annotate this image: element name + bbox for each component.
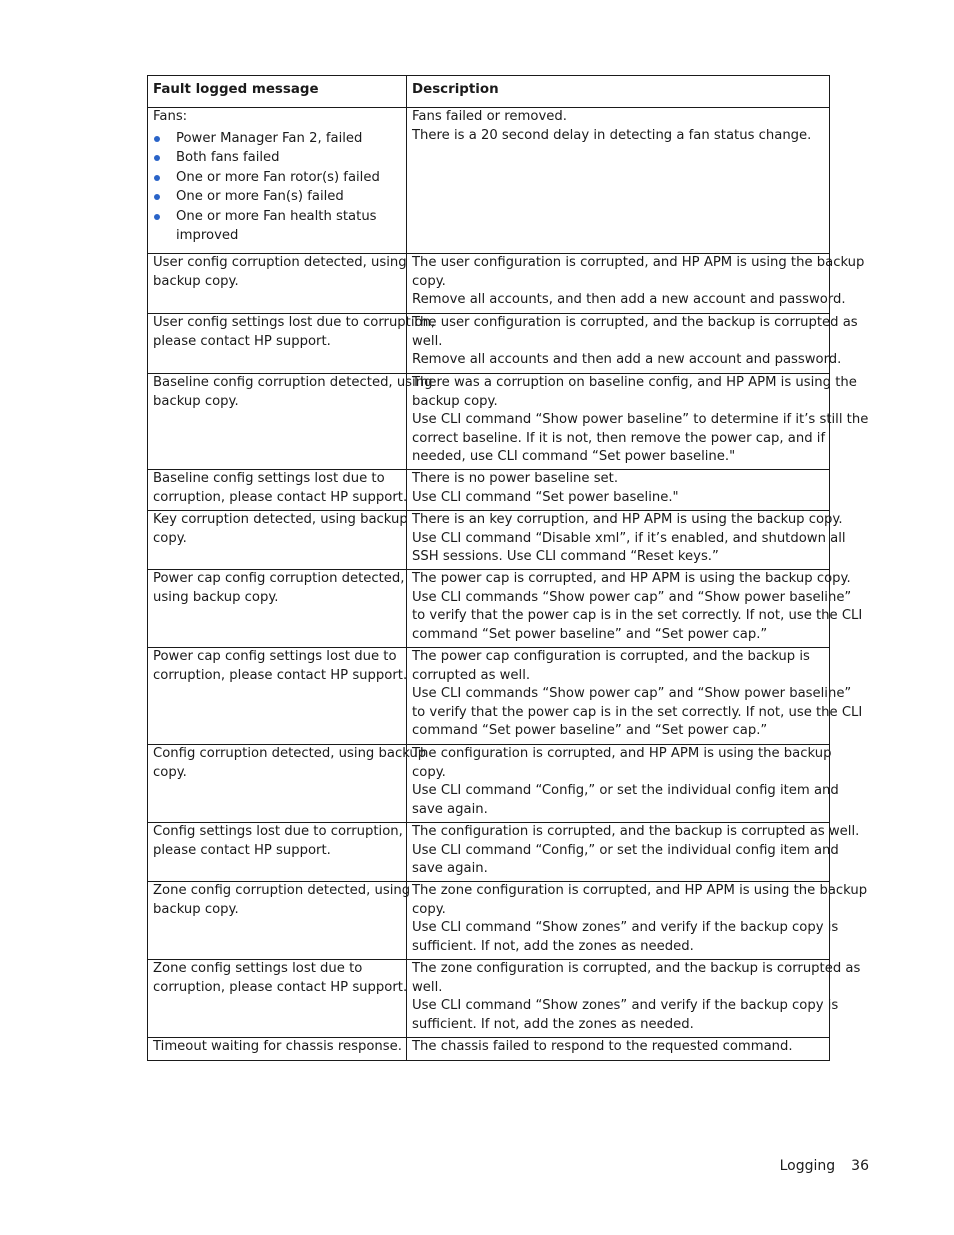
table-header-row <box>148 76 830 108</box>
fault-message-text: corruption, please contact HP support. <box>153 667 408 683</box>
description-text: Use CLI command “Show zones” and verify if the backup copy is <box>412 920 839 935</box>
description-cell <box>407 882 868 960</box>
list-item-text: Power Manager Fan 2, failed <box>176 130 363 146</box>
description-text: backup copy. <box>412 393 498 409</box>
fault-message-cell <box>148 745 427 823</box>
description-text: save again. <box>412 801 488 817</box>
bullet-icon <box>154 136 160 142</box>
description-text: The zone configuration is corrupted, and the backup is corrupted as <box>412 961 861 976</box>
fault-message-cell <box>148 470 407 511</box>
table-row <box>148 1038 830 1061</box>
fault-message-cell <box>148 823 407 882</box>
fault-message-text: backup copy. <box>153 901 239 917</box>
description-cell <box>407 570 863 648</box>
description-cell <box>407 254 865 314</box>
fault-message-text: Fans: <box>153 109 188 124</box>
fault-message-text: Config settings lost due to corruption, <box>153 824 403 839</box>
description-text: The user configuration is corrupted, and the backup is corrupted as <box>412 315 858 330</box>
fault-message-text: User config settings lost due to corruption, <box>153 315 436 330</box>
description-text: correct baseline. If it is not, then remove the power cap, and if <box>412 430 826 446</box>
fault-message-text: User config corruption detected, using <box>153 255 407 270</box>
description-text: Use CLI command “Show power baseline” to determine if it’s still the <box>412 412 869 427</box>
fault-message-cell <box>148 882 411 960</box>
page-footer <box>780 1158 869 1174</box>
list-item <box>153 148 402 168</box>
description-text: command “Set power baseline” and “Set power cap.” <box>412 626 768 642</box>
fault-message-cell <box>148 648 407 745</box>
description-text: well. <box>412 979 443 995</box>
fault-message-text: Zone config corruption detected, using <box>153 883 411 898</box>
fault-message-text: backup copy. <box>153 273 239 289</box>
fault-message-text: backup copy. <box>153 393 239 409</box>
footer-section-name: Logging <box>779 1158 836 1174</box>
description-text: Use CLI commands “Show power cap” and “Show power baseline” <box>412 686 852 701</box>
fault-message-cell <box>148 960 407 1038</box>
description-text: command “Set power baseline” and “Set power cap.” <box>412 723 768 738</box>
description-text: The power cap is corrupted, and HP APM is using the backup copy. <box>412 571 851 586</box>
fault-message-text: Key corruption detected, using backup <box>153 512 408 527</box>
list-item-text: Both fans failed <box>176 150 280 165</box>
fault-message-cell <box>148 570 407 648</box>
description-text: There is a 20 second delay in detecting a fan status change. <box>412 127 812 143</box>
table-row <box>148 823 830 882</box>
description-text: to verify that the power cap is in the set correctly. If not, use the CLI <box>412 704 863 720</box>
description-text: corrupted as well. <box>412 667 531 683</box>
fault-message-text: Zone config settings lost due to <box>153 961 363 976</box>
fault-message-text: Power cap config corruption detected, <box>153 571 405 586</box>
description-cell <box>407 108 830 254</box>
description-text: There is no power baseline set. <box>412 471 619 486</box>
description-text: sufficient. If not, add the zones as needed. <box>412 938 694 954</box>
table-row <box>148 960 830 1038</box>
description-text: Remove all accounts and then add a new account and password. <box>412 352 842 367</box>
description-text: The configuration is corrupted, and HP APM is using the backup <box>412 746 832 761</box>
bullet-icon <box>154 194 160 200</box>
list-item-text: One or more Fan(s) failed <box>176 189 344 204</box>
description-cell <box>407 1038 830 1061</box>
bullet-icon <box>154 175 160 181</box>
fault-message-cell <box>148 1038 407 1061</box>
description-cell <box>407 374 869 470</box>
description-text: well. <box>412 333 443 349</box>
fault-log-table <box>147 75 869 1061</box>
list-item <box>153 129 402 149</box>
description-text: The configuration is corrupted, and the backup is corrupted as well. <box>412 824 860 839</box>
description-cell <box>407 648 863 745</box>
fault-message-text: copy. <box>153 530 187 546</box>
fault-message-text: please contact HP support. <box>153 333 331 349</box>
table-row <box>148 374 830 470</box>
bullet-icon <box>154 155 160 161</box>
description-cell <box>407 745 839 823</box>
fault-message-text: Baseline config settings lost due to <box>153 471 385 486</box>
bullet-icon <box>154 214 160 220</box>
table-row <box>148 648 830 745</box>
table-body <box>148 108 869 1061</box>
fault-message-cell <box>148 254 407 314</box>
fault-message-text: corruption, please contact HP support. <box>153 979 408 995</box>
list-item-text: improved <box>176 228 239 243</box>
fault-message-text: Config corruption detected, using backup <box>153 746 427 761</box>
list-item-text: One or more Fan rotor(s) failed <box>176 169 380 185</box>
table-row <box>148 470 830 511</box>
fault-message-text: Power cap config settings lost due to <box>153 649 397 664</box>
description-text: sufficient. If not, add the zones as needed. <box>412 1016 694 1032</box>
description-text: The chassis failed to respond to the requested command. <box>412 1039 793 1054</box>
fault-bullet-list <box>153 129 402 246</box>
fault-message-text: corruption, please contact HP support. <box>153 489 408 505</box>
column-header-message: Fault logged message <box>148 76 407 108</box>
description-text: The power cap configuration is corrupted, and the backup is <box>412 649 810 664</box>
description-text: copy. <box>412 901 446 917</box>
table-row <box>148 882 830 960</box>
fault-message-cell <box>148 511 407 570</box>
description-text: needed, use CLI command “Set power baseline." <box>412 449 736 464</box>
fault-message-cell <box>148 108 407 254</box>
fault-message-text: Timeout waiting for chassis response. <box>153 1039 402 1054</box>
description-text: copy. <box>412 273 446 289</box>
description-text: Use CLI command “Set power baseline." <box>412 489 679 505</box>
description-cell <box>407 960 861 1038</box>
description-text: copy. <box>412 764 446 780</box>
description-text: Remove all accounts, and then add a new account and password. <box>412 292 846 307</box>
description-text: Use CLI command “Config,” or set the individual config item and <box>412 783 839 798</box>
description-cell <box>407 511 846 570</box>
table-row <box>148 108 830 254</box>
list-item <box>153 187 402 207</box>
description-text: Use CLI command “Config,” or set the individual config item and <box>412 842 839 858</box>
table-row <box>148 254 830 314</box>
description-text: Use CLI commands “Show power cap” and “Show power baseline” <box>412 589 852 605</box>
fault-message-text: please contact HP support. <box>153 842 331 858</box>
list-item <box>153 168 402 188</box>
list-item-text: One or more Fan health status <box>176 208 377 224</box>
description-text: The zone configuration is corrupted, and HP APM is using the backup <box>412 883 868 898</box>
table-row <box>148 745 830 823</box>
table-row <box>148 570 830 648</box>
description-cell <box>407 823 860 882</box>
description-text: save again. <box>412 861 488 876</box>
column-header-description: Description <box>407 76 830 108</box>
fault-message-text: using backup copy. <box>153 589 279 605</box>
fault-message-text: Baseline config corruption detected, using <box>153 375 433 390</box>
description-cell <box>407 314 858 374</box>
description-text: to verify that the power cap is in the set correctly. If not, use the CLI <box>412 608 863 623</box>
description-cell <box>407 470 830 511</box>
description-text: The user configuration is corrupted, and HP APM is using the backup <box>412 255 865 270</box>
page-number: 36 <box>851 1158 869 1174</box>
description-text: Use CLI command “Disable xml”, if it’s enabled, and shutdown all <box>412 530 846 546</box>
description-text: There was a corruption on baseline config, and HP APM is using the <box>412 375 857 390</box>
description-text: SSH sessions. Use CLI command “Reset keys.” <box>412 549 719 564</box>
description-text: Use CLI command “Show zones” and verify if the backup copy is <box>412 998 839 1013</box>
table-row <box>148 511 830 570</box>
fault-message-text: copy. <box>153 764 187 780</box>
description-text: There is an key corruption, and HP APM is using the backup copy. <box>412 512 843 527</box>
fault-message-cell <box>148 374 433 470</box>
description-text: Fans failed or removed. <box>412 109 567 124</box>
table-row <box>148 314 830 374</box>
list-item <box>153 207 402 246</box>
